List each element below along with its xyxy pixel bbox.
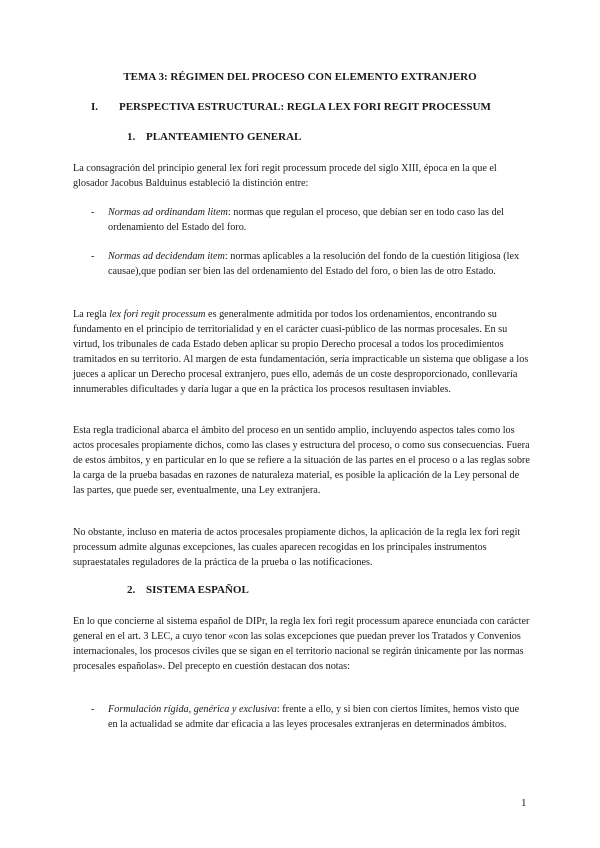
subsection-title: SISTEMA ESPAÑOL: [146, 584, 249, 596]
section-title: PERSPECTIVA ESTRUCTURAL: REGLA LEX FORI REGIT PROCESSUM: [119, 101, 491, 113]
subsection-heading-1: [127, 130, 301, 145]
bullet-dash: -: [91, 207, 95, 218]
paragraph-2-pre: La regla: [73, 309, 110, 320]
paragraph-2-post: es generalmente admitida por todos los ordenamientos, encontrando su fundamento en el principio de territorialidad y en el carácter cuasi-público de las normas procesales. En su virtud, los tribunales de cada Estado deben aplicar su propio Derecho procesal a todos los procedimientos tramitados en su territorio. Al margen de esta fundamentación, sería impracticable un sistema que obligase a los jueces a aplicar un Derecho procesal extranjero, pues ello, además de un coste desproporcionado, conllevaría innumerables dificultades y daría lugar a que en la práctica los procesos resultasen inviables.: [73, 309, 529, 395]
bullet-body: : normas aplicables a la resolución del fondo de la cuestión litigiosa (lex causae),que podían ser bien las del ordenamiento del Estado del foro, o bien las de otro Estado.: [108, 251, 520, 277]
subsection-heading-2: [127, 583, 249, 598]
subsection-number: 1.: [127, 131, 136, 143]
bullet-lead: Normas ad decidendam item: [108, 251, 225, 262]
section-heading: [91, 100, 491, 115]
bullet-lead: Normas ad ordinandam litem: [108, 207, 228, 218]
paragraph-3: Esta regla tradicional abarca el ámbito del proceso en un sentido amplio, incluyendo aspectos tales como los actos procesales propiamente dichos, como las clases y estructura del proceso, o como sus consecuencias. Fuera de estos ámbitos, y en particular en lo que se refiere a la situación de las partes en el proceso o a las reglas sobre la carga de la prueba basadas en razones de naturaleza material, es posible la aplicación de la Ley personal de las partes, que puede ser, eventualmente, una Ley extranjera.: [73, 425, 530, 496]
bullet-lead: Formulación rígida, genérica y exclusiva: [108, 704, 277, 715]
bullet-item-2: [91, 249, 531, 279]
page-number: 1: [521, 797, 527, 809]
paragraph-2-italic: lex fori regit processum: [109, 309, 206, 320]
paragraph-4: No obstante, incluso en materia de actos procesales propiamente dichos, la aplicación de la regla lex fori regit processum admite algunas excepciones, las cuales aparecen recogidas en los principales instrumentos supraestatales reguladores de la práctica de la prueba o las notificaciones.: [73, 527, 521, 568]
paragraph-1: La consagración del principio general lex fori regit processum procede del siglo XIII, época en la que el glosador Jacobus Balduinus estableció la distinción entre:: [73, 163, 497, 189]
bullet-dash: -: [91, 704, 95, 715]
bullet-text: [108, 249, 531, 279]
subsection-number: 2.: [127, 584, 136, 596]
paragraph-2: [73, 307, 531, 397]
subsection-title: PLANTEAMIENTO GENERAL: [146, 131, 302, 143]
document-title: TEMA 3: RÉGIMEN DEL PROCESO CON ELEMENTO EXTRANJERO: [123, 71, 477, 83]
bullet-dash: -: [91, 251, 95, 262]
bullet-text: [108, 702, 531, 732]
bullet-text: [108, 205, 531, 235]
bullet-item-1: [91, 205, 531, 235]
bullet-body: : frente a ello, y si bien con ciertos límites, hemos visto que en la actualidad se admite dar eficacia a las leyes procesales extranjeras en determinados ámbitos.: [108, 704, 520, 730]
bullet-body: : normas que regulan el proceso, que debían ser en todo caso las del ordenamiento del Estado del foro.: [108, 207, 505, 233]
section-number: I.: [91, 101, 99, 113]
bullet-item-3: [91, 702, 531, 732]
paragraph-5: En lo que concierne al sistema español de DIPr, la regla lex fori regit processum aparece enunciada con carácter general en el art. 3 LEC, a cuyo tenor «con las solas excepciones que puedan prever los Tratados y Convenios internacionales, los procesos civiles que se sigan en el territorio nacional se regirán únicamente por las normas procesales españolas». Del precepto en cuestión destacan dos notas:: [73, 616, 530, 672]
